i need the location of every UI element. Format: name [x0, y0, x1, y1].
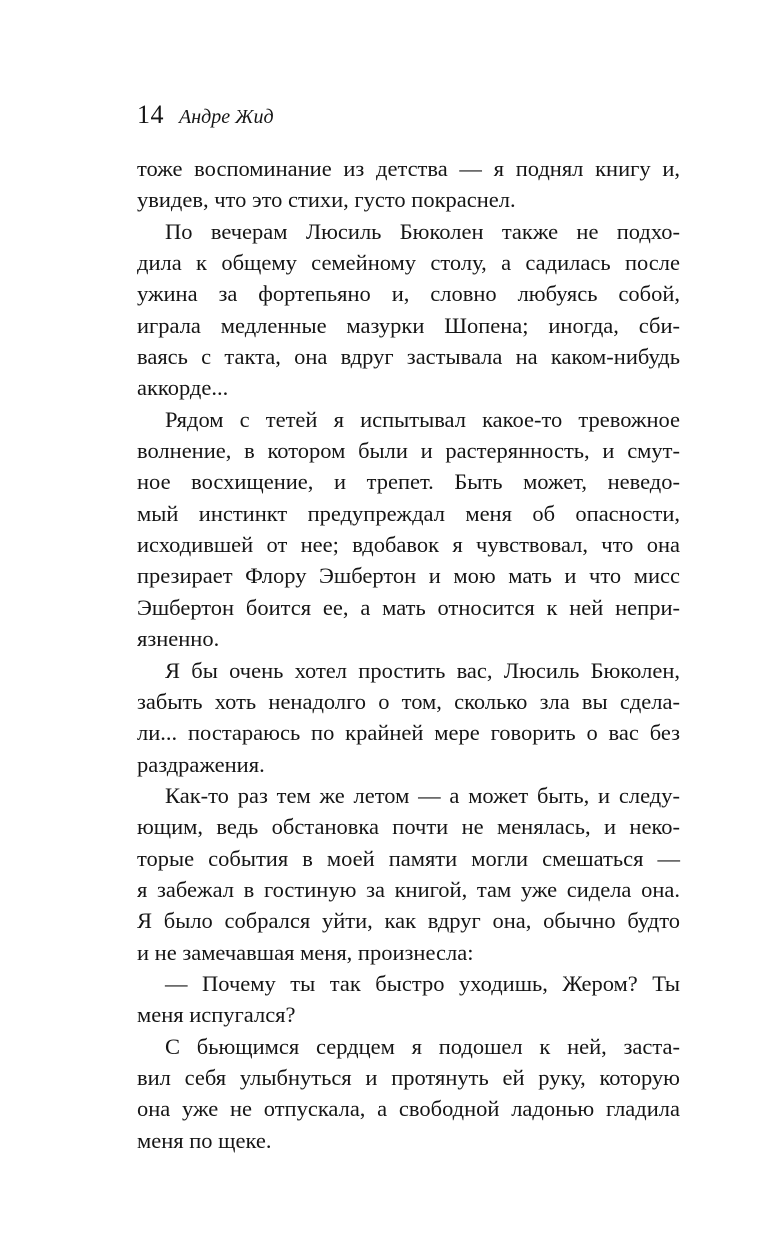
text-line: Я бы очень хотел простить вас, Люсиль Бюколен, [165, 657, 680, 683]
text-line: мый инстинкт предупреждал меня об опасности, [137, 500, 680, 526]
text-line: меня по щеке. [137, 1127, 272, 1153]
text-line: По вечерам Люсиль Бюколен также не подхо- [165, 218, 680, 244]
text-line: ли... постараюсь по крайней мере говорить о вас без [137, 720, 680, 746]
text-line: торые события в моей памяти могли смешаться — [137, 845, 680, 871]
text-line: аккорде... [137, 375, 229, 401]
text-line: меня испугался? [137, 1002, 296, 1028]
text-line: язненно. [137, 626, 220, 652]
text-line: Как-то раз тем же летом — а может быть, и следу- [165, 782, 680, 808]
text-line: Эшбертон боится ее, а мать относится к ней непри- [137, 594, 680, 620]
text-line: дила к общему семейному столу, а садилась после [137, 250, 680, 276]
text-line: волнение, в котором были и растерянность, и смут- [137, 438, 680, 464]
text-line: я забежал в гостиную за книгой, там уже сидела она. [137, 876, 680, 902]
running-head-author: Андре Жид [179, 106, 274, 128]
page-header [137, 98, 274, 132]
text-line: играла медленные мазурки Шопена; иногда, сби- [137, 312, 680, 338]
text-line: забыть хоть ненадолго о том, сколько зла вы сдела- [137, 688, 680, 714]
text-line: и не замечавшая меня, произнесла: [137, 939, 474, 965]
text-line: ющим, ведь обстановка почти не менялась, и неко- [137, 814, 680, 840]
text-line: раздражения. [137, 751, 265, 777]
text-line: презирает Флору Эшбертон и мою мать и что мисс [137, 563, 680, 589]
text-line: она уже не отпускала, а свободной ладонью гладила [137, 1096, 680, 1122]
text-line: Я было собрался уйти, как вдруг она, обычно будто [137, 908, 680, 934]
text-line: ужина за фортепьяно и, словно любуясь собой, [137, 281, 680, 307]
text-line: исходившей от нее; вдобавок я чувствовал, что она [137, 532, 680, 558]
text-line: ное восхищение, и трепет. Быть может, неведо- [137, 469, 680, 495]
text-line: ваясь с такта, она вдруг застывала на каком-нибудь [137, 344, 680, 370]
page-number: 14 [137, 100, 164, 129]
text-line: вил себя улыбнуться и протянуть ей руку, которую [137, 1064, 680, 1090]
text-line: Рядом с тетей я испытывал какое-то тревожное [165, 406, 680, 432]
text-line: тоже воспоминание из детства — я поднял книгу и, [137, 156, 680, 181]
body-text [137, 153, 680, 1156]
text-line: С бьющимся сердцем я подошел к ней, заста- [165, 1033, 680, 1059]
text-line: увидев, что это стихи, густо покраснел. [137, 187, 516, 213]
text-line: — Почему ты так быстро уходишь, Жером? Ты [165, 970, 680, 996]
